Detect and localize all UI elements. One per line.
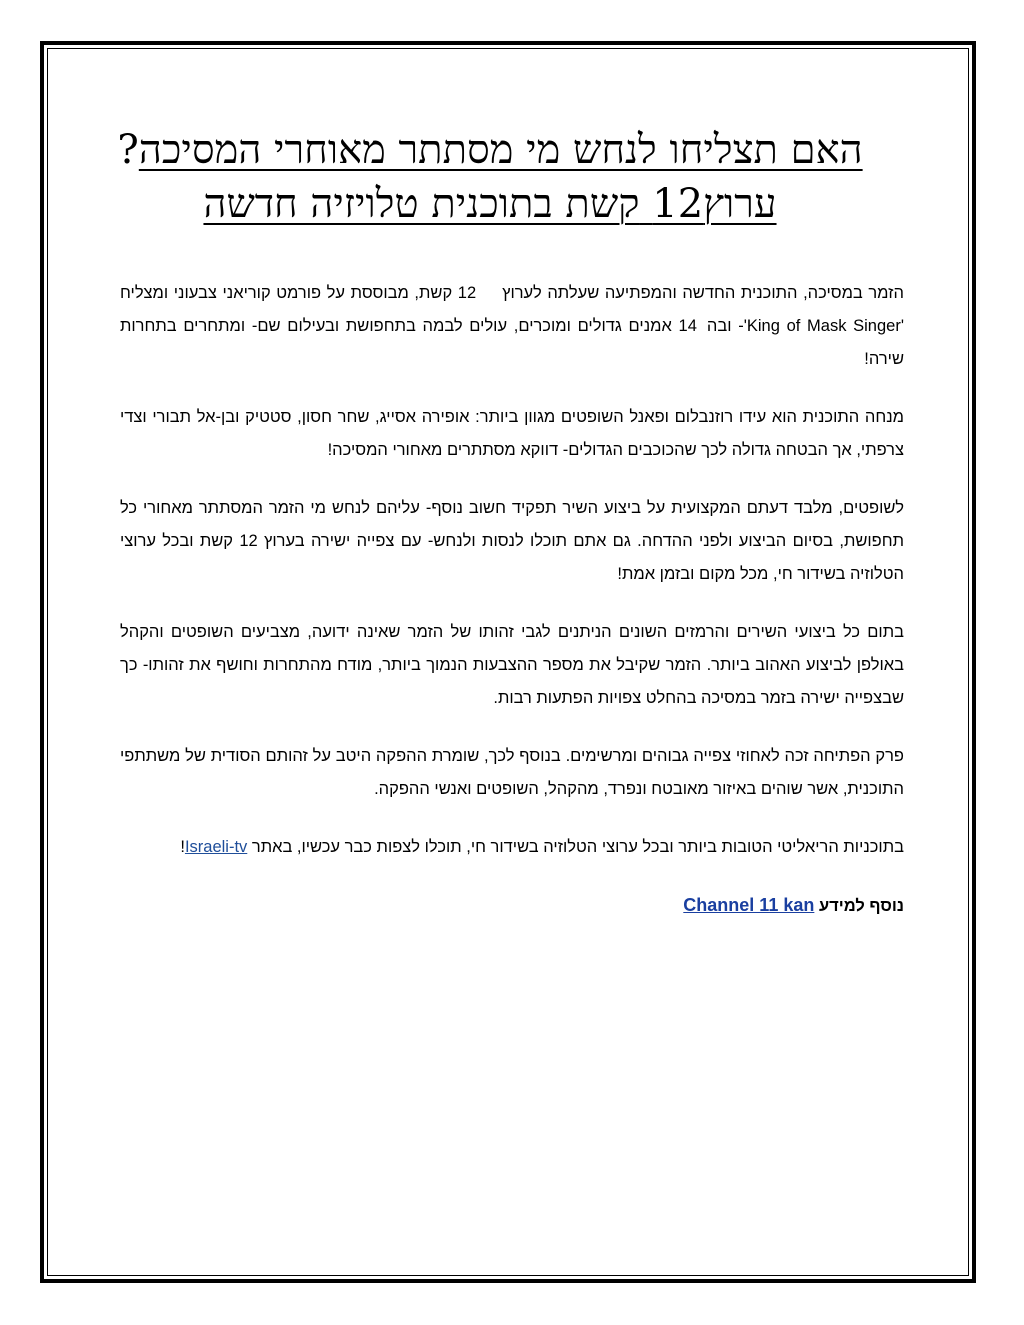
- p1-text-a: הזמר במסיכה, התוכנית החדשה והמפתיעה שעלתה לערוץ: [502, 284, 904, 302]
- title-line-2-rest: קשת בתוכנית טלויזיה חדשה: [203, 181, 640, 227]
- paragraph-5: פרק הפתיחה זכה לאחוזי צפייה גבוהים ומרשימים. בנוסף לכך, שומרת ההפקה היטב על זהותם הסודית של משתתפי התוכנית, אשר שוהים באיזור מאובטח ונפרד, מהקהל, השופטים ואנשי ההפקה.: [120, 747, 904, 798]
- paragraph-1: [120, 277, 904, 376]
- paragraph-4: בתום כל ביצועי השירים והרמזים השונים הניתנים לגבי זהותו של הזמר שאינה ידועה, מצביעים השופטים והקהל באולפן לביצוע האהוב ביותר. הזמר שקיבל את מספר ההצבעות הנמוך ביותר, מודח מהתחרות וחושף את זהותו- כך שבצפייה ישירה בזמר במסיכה בהחלט צפויות הפתעות רבות.: [120, 623, 904, 707]
- p1-text-d: אמנים גדולים ומוכרים, עולים לבמה בתחפושת ובעילום שם- ומתחרים בתחרות שירה!: [120, 317, 904, 368]
- p1-artists-count: 14: [678, 317, 697, 335]
- paragraph-3: לשופטים, מלבד דעתם המקצועית על ביצוע השיר תפקיד חשוב נוסף- עליהם לנחש מי הזמר המסתתר מאחורי כל תחפושת, בסיום הביצוע ולפני ההדחה. גם אתם תוכלו לנסות ולנחש- עם צפייה ישירה בערוץ 12 קשת ובכל ערוצי הטלוזיה בשידור חי, מכל מקום ובזמן אמת!: [120, 499, 905, 583]
- paragraph-2: מנחה התוכנית הוא עידו רוזנבלום ופאנל השופטים מגוון ביותר: אופירה אסייג, שחר חסון, סטטיק ובן-אל תבורי וצדי צרפתי, אך הבטחה גדולה לכך שהכוכבים הגדולים- דווקא מסתתרים מאחורי המסיכה!: [120, 408, 904, 459]
- p1-text-c: - ובה: [706, 317, 744, 335]
- title-channel-number: 12: [652, 181, 704, 227]
- title-question-mark: ?: [117, 127, 139, 173]
- israeli-tv-link[interactable]: Israeli-tv: [184, 838, 248, 856]
- article-body: [120, 277, 904, 948]
- p1-text-b: קשת, מבוססת על פורמט קוריאני צבעוני ומצליח: [120, 284, 453, 302]
- title-line-1-text: האם תצליחו לנחש מי מסתתר מאוחרי המסיכה: [138, 127, 863, 173]
- channel-11-kan-link[interactable]: Channel 11 kan: [683, 895, 815, 915]
- title-line-1: [110, 126, 870, 174]
- p1-channel-number: 12: [457, 284, 477, 302]
- more-info-line: [120, 889, 904, 923]
- title-line-2: [110, 180, 870, 228]
- p1-format-name: 'King of Mask Singer': [743, 317, 904, 335]
- title-channel-word: ערוץ: [703, 181, 777, 227]
- p6-text: בתוכניות הריאליטי הטובות ביותר ובכל ערוצי הטלוזיה בשידור חי, תוכלו לצפות כבר עכשיו, באתר: [251, 838, 904, 856]
- p6-exclamation: !: [180, 838, 185, 856]
- paragraph-6: [120, 831, 904, 864]
- more-info-label: נוסף למידע: [818, 897, 904, 915]
